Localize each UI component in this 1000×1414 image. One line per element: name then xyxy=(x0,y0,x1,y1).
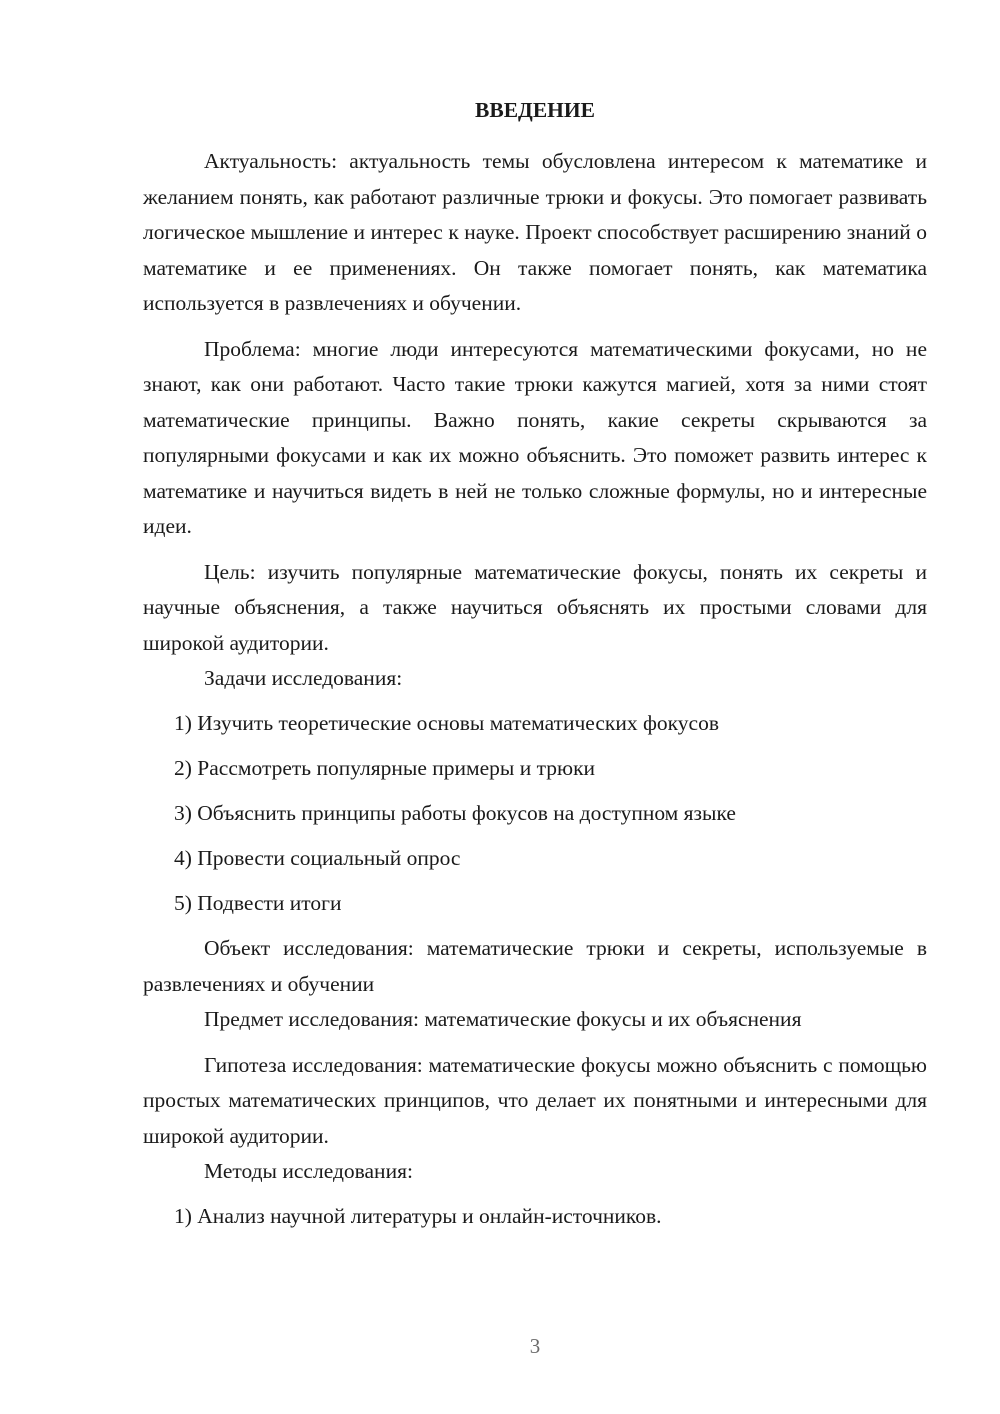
methods-list xyxy=(143,1199,927,1235)
tasks-heading: Задачи исследования: xyxy=(204,666,403,690)
methods-heading: Методы исследования: xyxy=(204,1159,413,1183)
paragraph-problem: Проблема: многие люди интересуются математическими фокусами, но не знают, как они работают. Часто такие трюки кажутся магией, хотя за ними стоят математические принципы. Важно понять, какие секреты скрываются за популярными фокусами и как их можно объяснить. Это поможет развить интерес к математике и научиться видеть в ней не только сложные формулы, но и интересные идеи. xyxy=(143,336,927,538)
paragraph-object: Объект исследования: математические трюки и секреты, используемые в развлечениях и обучении xyxy=(143,936,927,996)
page-content xyxy=(143,94,927,1235)
paragraph-goal: Цель: изучить популярные математические фокусы, понять их секреты и научные объяснения, а также научиться объяснять их простыми словами для широкой аудитории. xyxy=(143,559,927,655)
task-item: 3) Объяснить принципы работы фокусов на доступном языке xyxy=(174,801,736,825)
section-title: ВВЕДЕНИЕ xyxy=(475,98,595,122)
paragraph-subject: Предмет исследования: математические фокусы и их объяснения xyxy=(204,1007,802,1031)
paragraph-hypothesis: Гипотеза исследования: математические фокусы можно объяснить с помощью простых математических принципов, что делает их понятными и интересными для широкой аудитории. xyxy=(143,1052,927,1148)
task-item: 5) Подвести итоги xyxy=(174,891,342,915)
task-item: 4) Провести социальный опрос xyxy=(174,846,461,870)
tasks-list xyxy=(143,706,927,922)
page-number: 3 xyxy=(529,1334,541,1358)
method-item: 1) Анализ научной литературы и онлайн-источников. xyxy=(174,1204,662,1228)
task-item: 1) Изучить теоретические основы математических фокусов xyxy=(174,711,719,735)
task-item: 2) Рассмотреть популярные примеры и трюки xyxy=(174,756,596,780)
paragraph-relevance: Актуальность: актуальность темы обусловлена интересом к математике и желанием понять, как работают различные трюки и фокусы. Это помогает развивать логическое мышление и интерес к науке. Проект способствует расширению знаний о математике и ее применениях. Он также помогает понять, как математика используется в развлечениях и обучении. xyxy=(143,149,927,315)
